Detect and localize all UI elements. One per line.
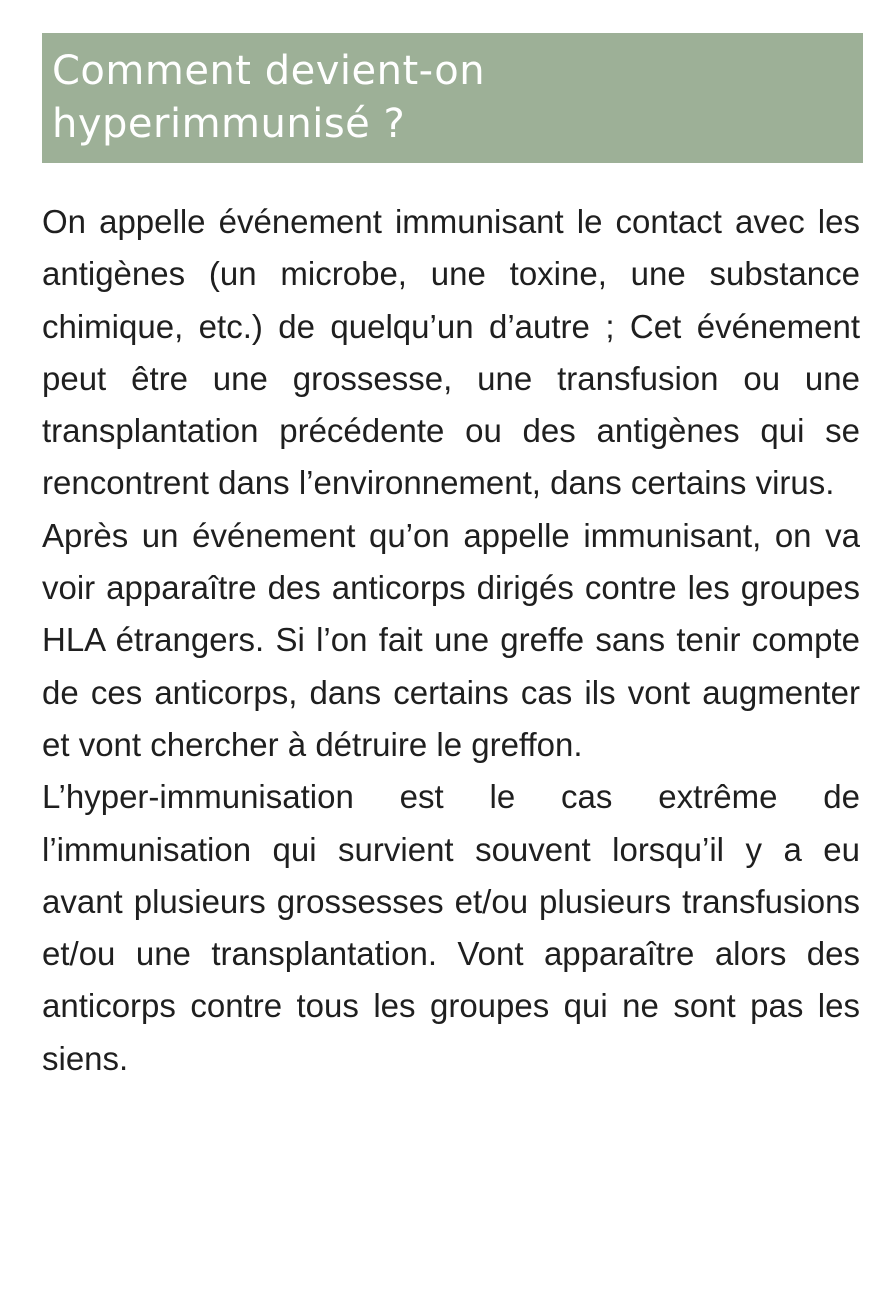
paragraph-immunizing-event: On appelle événement immunisant le contact avec les antigènes (un microbe, une toxine, une substance chimique, etc.) de quelqu’un d’autre ; Cet événement peut être une grossesse, une transfusion ou une transplantation précédente ou des antigènes qui se rencontrent dans l’environnement, dans certains virus.	[42, 203, 860, 502]
page-title	[52, 45, 863, 151]
title-line-1: Comment devient-on	[52, 48, 486, 94]
body-text	[42, 196, 860, 1085]
title-line-2: hyperimmunisé ?	[52, 101, 406, 147]
title-banner	[42, 33, 863, 163]
paragraph-antibodies: Après un événement qu’on appelle immunisant, on va voir apparaître des anticorps dirigés contre les groupes HLA étrangers. Si l’on fait une greffe sans tenir compte de ces anticorps, dans certains cas ils vont augmenter et vont chercher à détruire le greffon.	[42, 516, 860, 763]
paragraph-hyperimmunization: L’hyper-immunisation est le cas extrême de l’immunisation qui survient souvent lorsqu’il y a eu avant plusieurs grossesses et/ou plusieurs transfusions et/ou une transplantation. Vont apparaître alors des anticorps contre tous les groupes qui ne sont pas les siens.	[42, 778, 860, 1077]
